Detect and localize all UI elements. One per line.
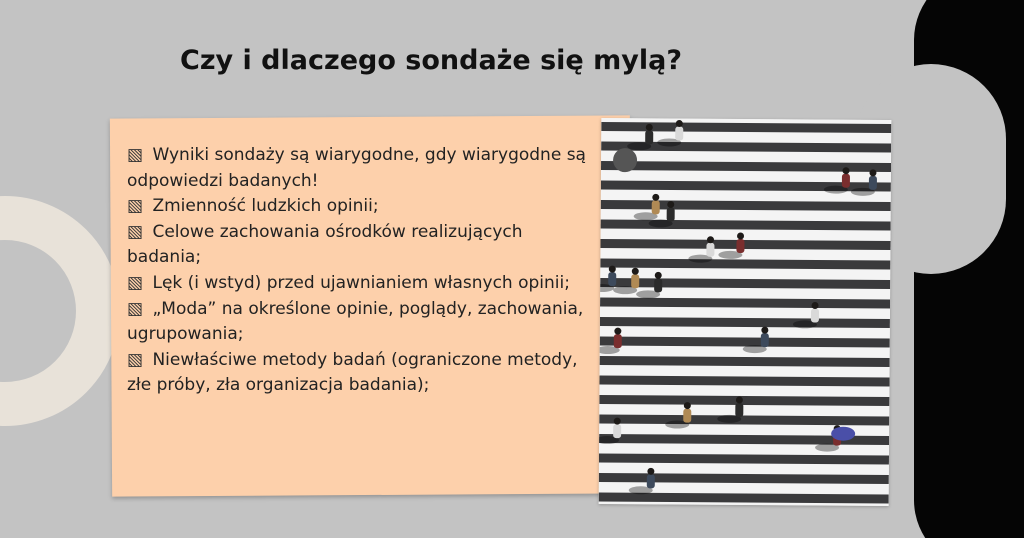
pedestrian [736, 239, 744, 253]
pedestrian-head [614, 328, 621, 335]
pedestrian-head [632, 268, 639, 275]
bullet-item [127, 220, 589, 271]
pedestrian [652, 200, 660, 214]
manhole-cover [613, 148, 637, 172]
pedestrian-head [869, 169, 876, 176]
pedestrian-head [609, 266, 616, 273]
pedestrian [654, 278, 662, 292]
bullet-item [127, 297, 589, 348]
pedestrian [683, 409, 691, 423]
pedestrian [761, 333, 769, 347]
crosswalk-photo [599, 118, 892, 506]
bullet-item [127, 348, 589, 399]
pedestrian [706, 243, 714, 257]
pedestrian [869, 176, 877, 190]
pedestrian-head [614, 418, 621, 425]
bullet-text: „Moda” na określone opinie, poglądy, zachowania, ugrupowania; [127, 298, 584, 345]
bullet-square-icon: ▧ [127, 221, 144, 242]
pedestrian-head [652, 194, 659, 201]
bullet-item [127, 271, 589, 297]
decorative-ring [0, 196, 120, 426]
bullet-text: Lęk (i wstyd) przed ujawnianiem własnych opinii; [152, 272, 570, 293]
bullet-square-icon: ▧ [127, 349, 144, 370]
pedestrian [667, 207, 675, 221]
pedestrian [842, 174, 850, 188]
bullet-item [127, 143, 589, 194]
pedestrian [631, 274, 639, 288]
pedestrian-head [761, 327, 768, 334]
pedestrian [675, 127, 683, 141]
pedestrian [614, 334, 622, 348]
pedestrian [647, 474, 655, 488]
bullet-list [127, 143, 589, 399]
bullet-square-icon: ▧ [127, 272, 144, 293]
crosswalk-illustration [599, 118, 892, 506]
pedestrian-head [655, 272, 662, 279]
bullet-square-icon: ▧ [127, 196, 144, 217]
pedestrian-head [842, 167, 849, 174]
pedestrian-head [737, 232, 744, 239]
pedestrian [811, 308, 819, 322]
pedestrian-head [647, 468, 654, 475]
pedestrian [608, 272, 616, 286]
bullet-text: Wyniki sondaży są wiarygodne, gdy wiarygodne są odpowiedzi badanych! [127, 145, 586, 191]
pedestrian-head [646, 124, 653, 131]
pedestrian [645, 130, 653, 144]
bullet-square-icon: ▧ [127, 145, 144, 165]
pedestrian-head [667, 201, 674, 208]
pedestrian [735, 403, 743, 417]
slide-title: Czy i dlaczego sondaże się mylą? [180, 45, 683, 76]
bullet-item [127, 194, 589, 220]
bullet-text: Celowe zachowania ośrodków realizujących badania; [127, 221, 523, 268]
pedestrian-head [707, 236, 714, 243]
pedestrian-head [684, 402, 691, 409]
bullet-text: Zmienność ludzkich opinii; [152, 196, 379, 217]
pedestrian [613, 424, 621, 438]
bullet-text: Niewłaściwe metody badań (ograniczone metody, złe próby, zła organizacja badania); [127, 349, 578, 396]
pedestrian-head [812, 302, 819, 309]
pedestrian-head [676, 120, 683, 127]
pedestrian-head [736, 396, 743, 403]
bullet-square-icon: ▧ [127, 298, 144, 319]
